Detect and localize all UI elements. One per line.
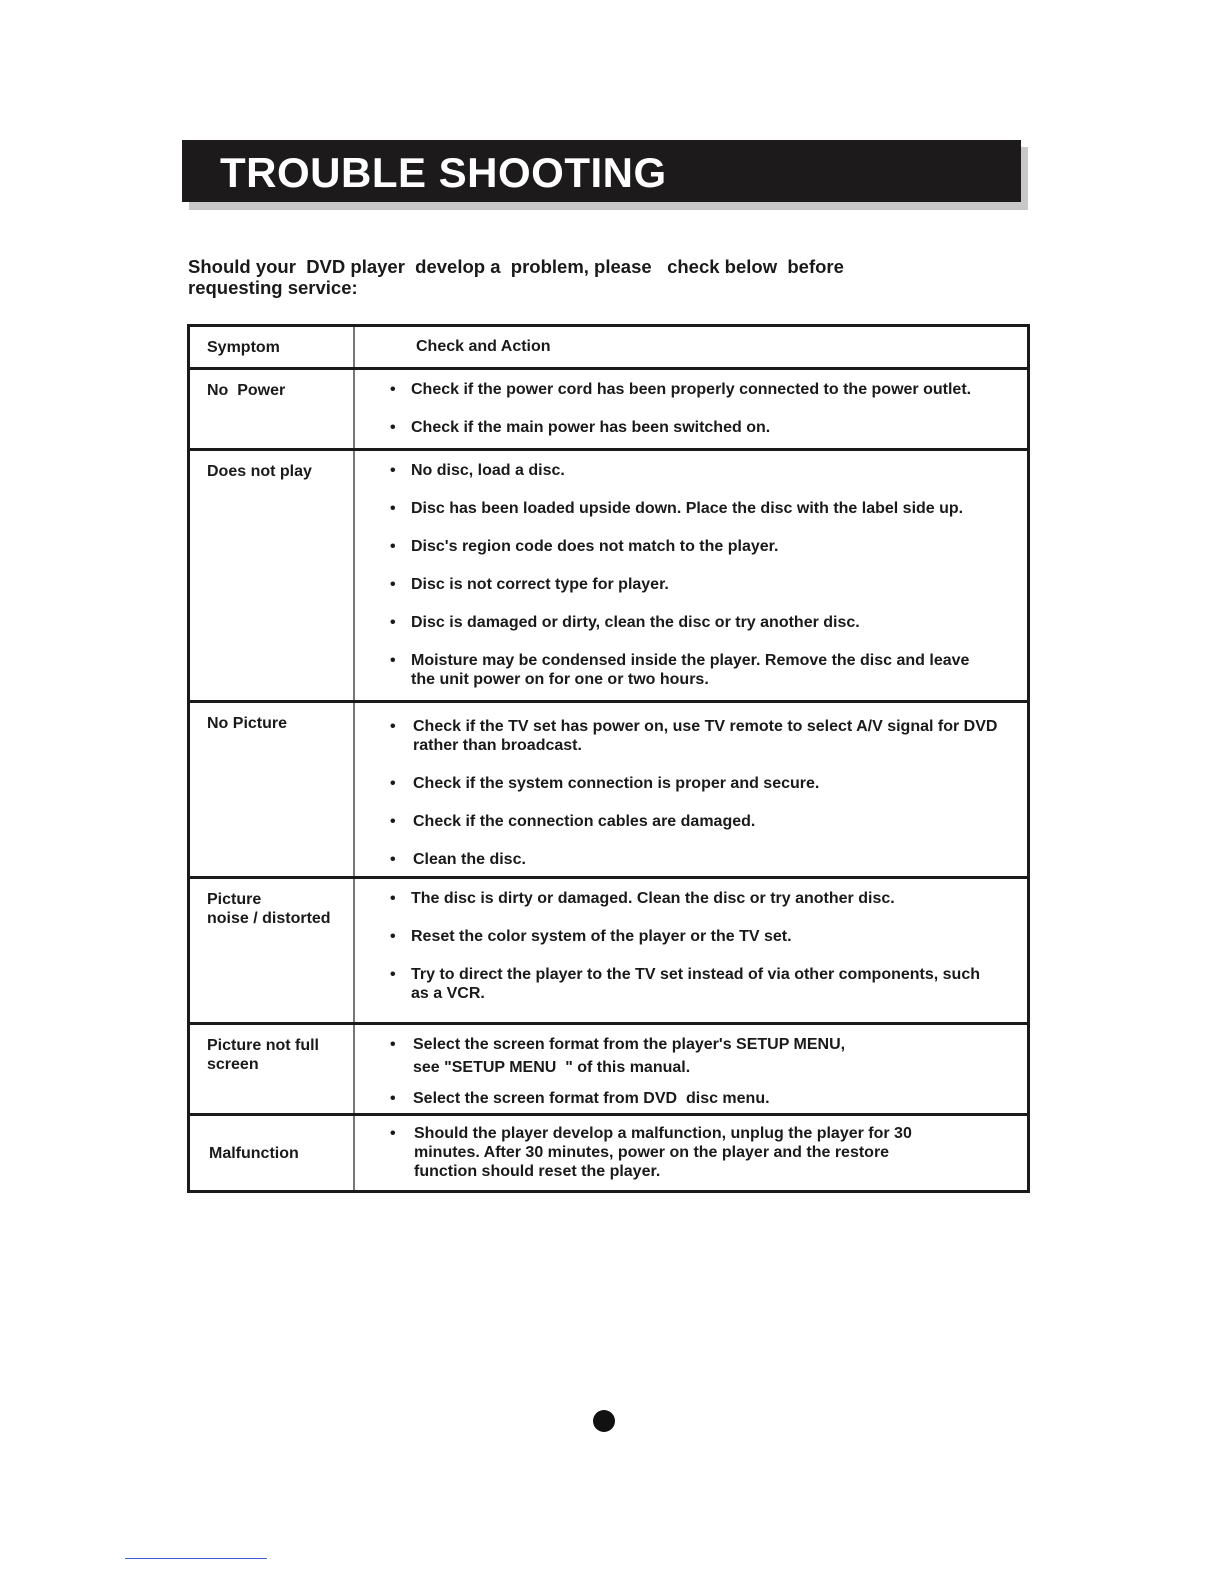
bullet-icon: •	[390, 813, 396, 830]
page-marker-dot-icon	[592, 1409, 616, 1433]
action-item: • Disc is not correct type for player.	[390, 576, 669, 593]
action-cell	[355, 703, 1027, 876]
action-item: • Disc is damaged or dirty, clean the disc or try another disc.	[390, 614, 860, 631]
symptom-cell: Malfunction	[190, 1116, 355, 1190]
bullet-icon: •	[390, 1036, 396, 1053]
action-item: • Should the player develop a malfunction, unplug the player for 30 minutes. After 30 minutes, power on the player and the restore function should reset the player.	[390, 1125, 912, 1180]
troubleshooting-table	[187, 324, 1030, 1193]
action-item: • Check if the system connection is proper and secure.	[390, 775, 820, 792]
intro-paragraph	[188, 256, 948, 298]
bullet-icon: •	[390, 966, 396, 983]
bullet-icon: •	[390, 614, 396, 631]
action-item: • Moisture may be condensed inside the player. Remove the disc and leave the unit power on for one or two hours.	[390, 652, 970, 688]
table-row	[190, 700, 1027, 876]
action-cell	[355, 1025, 1027, 1113]
table-row	[190, 448, 1027, 700]
bullet-icon: •	[390, 652, 396, 669]
action-cell	[355, 1116, 1027, 1190]
footer-rule	[125, 1558, 267, 1559]
bullet-icon: •	[390, 576, 396, 593]
bullet-icon: •	[390, 851, 396, 868]
bullet-icon: •	[390, 890, 396, 907]
bullet-icon: •	[390, 1125, 396, 1142]
action-cell	[355, 451, 1027, 700]
bullet-icon: •	[390, 928, 396, 945]
table-row	[190, 367, 1027, 448]
table-header-row	[190, 327, 1027, 367]
symptom-cell: No Picture	[190, 703, 355, 876]
symptom-cell: Picture noise / distorted	[190, 879, 355, 1022]
bullet-icon: •	[390, 462, 396, 479]
intro-line-1: Should your DVD player develop a problem, please check below before	[188, 256, 844, 277]
action-cell	[355, 879, 1027, 1022]
symptom-cell: Picture not full screen	[190, 1025, 355, 1113]
action-item: • Reset the color system of the player or the TV set.	[390, 928, 792, 945]
page-title: TROUBLE SHOOTING	[220, 149, 667, 196]
header-action: Check and Action	[416, 338, 551, 355]
header-symptom: Symptom	[190, 327, 355, 367]
bullet-icon: •	[390, 419, 396, 436]
action-item: • Try to direct the player to the TV set instead of via other components, such as a VCR.	[390, 966, 980, 1002]
symptom-cell: Does not play	[190, 451, 355, 700]
bullet-icon: •	[390, 381, 396, 398]
action-item: • Select the screen format from DVD disc menu.	[390, 1090, 770, 1107]
action-item: • Check if the TV set has power on, use TV remote to select A/V signal for DVD rather than broadcast.	[390, 718, 998, 754]
bullet-icon: •	[390, 775, 396, 792]
table-row	[190, 1022, 1027, 1113]
table-row	[190, 1113, 1027, 1190]
action-item: • Disc has been loaded upside down. Place the disc with the label side up.	[390, 500, 964, 517]
action-item: • The disc is dirty or damaged. Clean the disc or try another disc.	[390, 890, 895, 907]
symptom-cell: No Power	[190, 370, 355, 448]
action-item: • Clean the disc.	[390, 851, 526, 868]
bullet-icon: •	[390, 500, 396, 517]
action-item: • Check if the main power has been switched on.	[390, 419, 771, 436]
action-item: • Check if the power cord has been properly connected to the power outlet.	[390, 381, 972, 398]
title-bar	[182, 140, 1021, 202]
action-item: • Select the screen format from the player's SETUP MENU, see "SETUP MENU " of this manual.	[390, 1036, 846, 1076]
intro-line-2: requesting service:	[188, 277, 358, 298]
bullet-icon: •	[390, 1090, 396, 1107]
action-item: • No disc, load a disc.	[390, 462, 565, 479]
action-item: • Disc's region code does not match to the player.	[390, 538, 779, 555]
action-item: • Check if the connection cables are damaged.	[390, 813, 756, 830]
table-row	[190, 876, 1027, 1022]
bullet-icon: •	[390, 538, 396, 555]
action-cell	[355, 370, 1027, 448]
bullet-icon: •	[390, 718, 396, 735]
